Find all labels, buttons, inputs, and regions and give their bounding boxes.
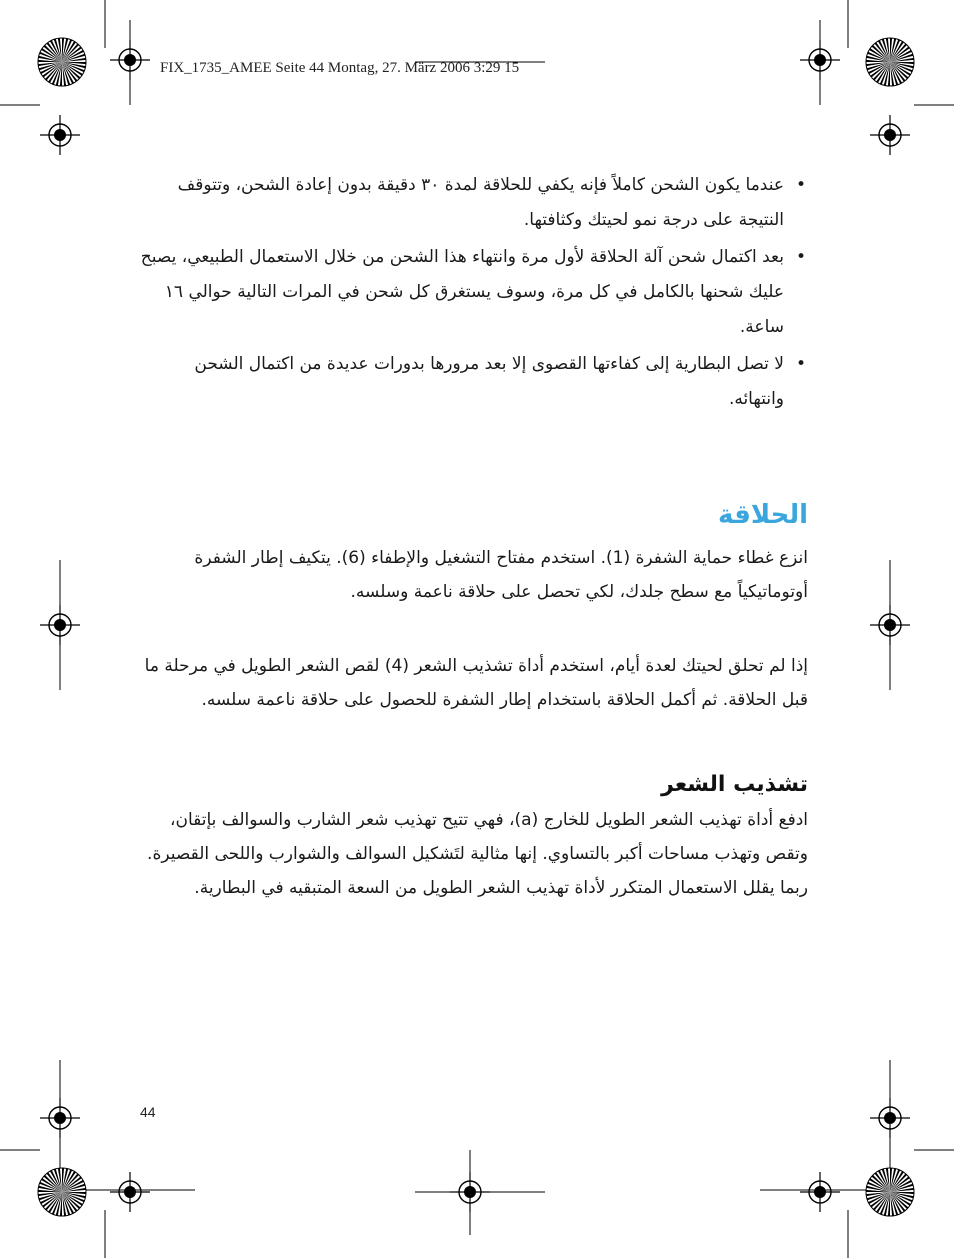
starburst-icon — [866, 38, 914, 86]
list-item-text: بعد اكتمال شحن آلة الحلاقة لأول مرة وانتهاء هذا الشحن من خلال الاستعمال الطبيعي، يصبح عليك شحنها بالكامل في كل مرة، وسوف يستغرق كل شحن في المرات التالية حوالي ١٦ ساعة. — [140, 247, 784, 337]
page-number: 44 — [140, 1104, 156, 1120]
document-body — [140, 168, 808, 905]
print-slug-header: FIX_1735_AMEE Seite 44 Montag, 27. März 2006 3:29 15 — [160, 60, 520, 76]
shaving-paragraph-1: انزع غطاء حماية الشفرة (1). استخدم مفتاح التشغيل والإطفاء (6). يتكيف إطار الشفرة أوتوماتيكياً مع سطح جلدك، لكي تحصل على حلاقة ناعمة وسلسه. — [194, 548, 808, 602]
starburst-icon — [38, 38, 86, 86]
bullet-icon: • — [795, 354, 806, 374]
list-item — [140, 347, 808, 417]
list-item-text: لا تصل البطارية إلى كفاءتها القصوى إلا بعد مرورها بدورات عديدة من اكتمال الشحن وانتهائه. — [194, 354, 784, 409]
shaving-section-title: الحلاقة — [718, 500, 808, 530]
shaving-paragraph-2: إذا لم تحلق لحيتك لعدة أيام، استخدم أداة تشذيب الشعر (4) لقص الشعر الطويل في مرحلة ما قبل الحلاقة. ثم أكمل الحلاقة باستخدام إطار الشفرة للحصول على حلاقة ناعمة سلسه. — [144, 656, 808, 710]
battery-notes-list — [140, 168, 808, 417]
trimming-paragraph-2: ربما يقلل الاستعمال المتكرر لأداة تهذيب الشعر الطويل من السعة المتبقيه في البطارية. — [194, 878, 808, 898]
bullet-icon: • — [795, 175, 806, 195]
list-item — [140, 240, 808, 345]
list-item-text: عندما يكون الشحن كاملاً فإنه يكفي للحلاقة لمدة ٣٠ دقيقة بدون إعادة الشحن، وتتوقف النتيجة على درجة نمو لحيتك وكثافتها. — [177, 175, 784, 230]
bullet-icon: • — [795, 247, 806, 267]
trimming-section-title: تشذيب الشعر — [661, 772, 808, 797]
starburst-icon — [866, 1168, 914, 1216]
trimming-paragraph-1: ادفع أداة تهذيب الشعر الطويل للخارج (a)، فهي تتيح تهذيب شعر الشارب والسوالف بإتقان، وتقص وتهذب مساحات أكبر بالتساوي. إنها مثالية لتَشكيل السوالف والشوارب واللحى القصيرة. — [147, 810, 808, 864]
starburst-icon — [38, 1168, 86, 1216]
list-item — [140, 168, 808, 238]
